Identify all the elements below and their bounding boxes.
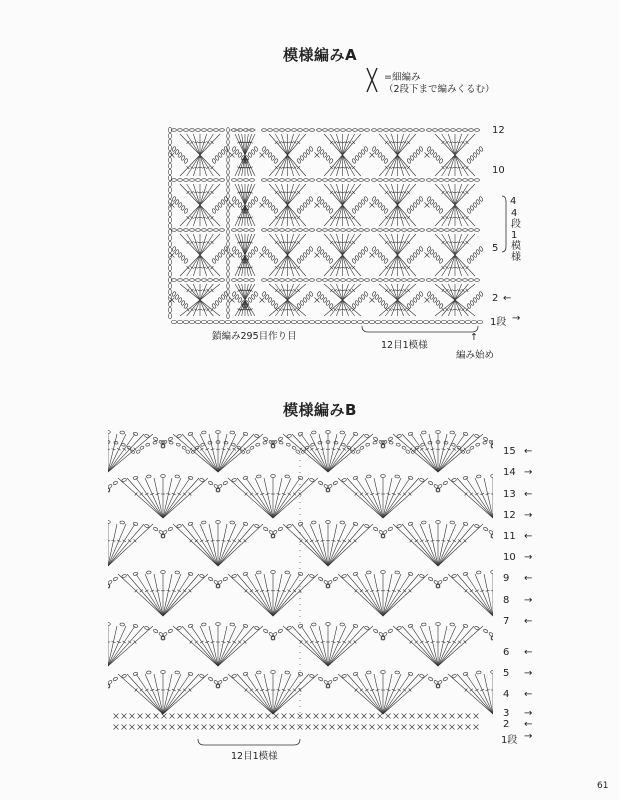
repeat-bracket-icon — [196, 737, 302, 749]
pattern-b-row-arrow: ← — [524, 616, 533, 627]
pattern-b-row-label: 10 — [503, 552, 516, 563]
pattern-b-row-arrow: ← — [524, 446, 533, 457]
pattern-b-row-label: 3 — [503, 708, 510, 719]
bracket-icon — [500, 194, 508, 254]
pattern-b-row-label: 8 — [503, 595, 510, 606]
pattern-b-repeat-label: 12目1模様 — [231, 751, 278, 762]
start-arrow: ↑ — [470, 332, 478, 343]
pattern-b-row-label: 15 — [503, 446, 516, 457]
repeat-bracket-icon — [360, 324, 480, 338]
pattern-b-row-arrow: → — [524, 708, 533, 719]
pattern-a-repeat-label: 12目1模様 — [381, 340, 428, 351]
pattern-a-row-arrow: → — [512, 313, 521, 324]
pattern-b-row-label: 4 — [503, 689, 510, 700]
pattern-a-row-label: 5 — [492, 243, 499, 254]
pattern-b-row-arrow: ← — [524, 489, 533, 500]
pattern-a-row-label: 10 — [492, 165, 505, 176]
pattern-b-row-label: 7 — [503, 616, 510, 627]
pattern-a-title: 模様編みA — [283, 46, 358, 64]
pattern-b-row-label: 9 — [503, 573, 510, 584]
pattern-b-row-label: 6 — [503, 647, 510, 658]
page-number: 61 — [597, 781, 609, 791]
pattern-b-row-arrow: ← — [524, 647, 533, 658]
pattern-b-chart — [108, 428, 493, 738]
chain-label: 鎖編み295目作り目 — [212, 331, 297, 342]
pattern-a-row-label: 1段 — [490, 317, 507, 328]
pattern-a-chart — [160, 120, 490, 330]
pattern-b-row-label: 12 — [503, 510, 516, 521]
pattern-b-row-arrow: → — [524, 731, 533, 742]
bracket-label: 4段1模様 — [511, 208, 521, 263]
legend-line-1: =細編み — [384, 72, 421, 83]
pattern-b-row-label: 13 — [503, 489, 516, 500]
pattern-b-row-arrow: → — [524, 467, 533, 478]
start-label: 編み始め — [456, 350, 495, 361]
pattern-b-row-label: 14 — [503, 467, 516, 478]
pattern-a-row-label: 2 — [492, 293, 499, 304]
pattern-b-row-arrow: → — [524, 552, 533, 563]
pattern-b-row-arrow: → — [524, 510, 533, 521]
pattern-b-row-label: 2 — [503, 719, 510, 730]
pattern-b-row-label: 1段 — [501, 735, 518, 746]
legend-line-2: （2段下まで編みくるむ） — [384, 84, 495, 95]
pattern-b-row-label: 11 — [503, 531, 516, 542]
pattern-a-row-label: 12 — [492, 125, 505, 136]
pattern-a-row-arrow: ← — [503, 293, 512, 304]
pattern-b-row-arrow: → — [524, 595, 533, 606]
pattern-b-row-label: 5 — [503, 668, 510, 679]
pattern-b-row-arrow: ← — [524, 573, 533, 584]
pattern-b-title: 模様編みB — [283, 401, 357, 419]
single-crochet-symbol-icon — [364, 66, 380, 94]
pattern-b-row-arrow: ← — [524, 531, 533, 542]
pattern-b-row-arrow: → — [524, 668, 533, 679]
pattern-b-row-arrow: ← — [524, 719, 533, 730]
pattern-a-row-label: 4 — [510, 196, 517, 207]
pattern-b-row-arrow: ← — [524, 689, 533, 700]
